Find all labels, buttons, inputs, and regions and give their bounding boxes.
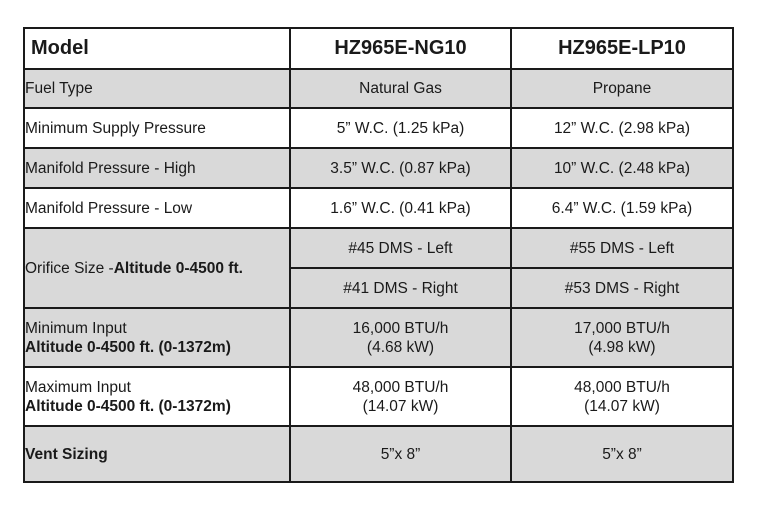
ng-value: Natural Gas <box>290 69 511 108</box>
lp-value: Propane <box>511 69 733 108</box>
max-input-label <box>24 367 290 426</box>
lp-model-header: HZ965E-LP10 <box>511 28 733 69</box>
ng-value: 3.5” W.C. (0.87 kPa) <box>290 148 511 188</box>
lp-btu: 48,000 BTU/h <box>574 378 670 396</box>
model-header: Model <box>24 28 290 69</box>
header-row <box>24 28 733 69</box>
lp-value: 5”x 8” <box>511 426 733 482</box>
lp-value: #53 DMS - Right <box>511 268 733 308</box>
row-label: Manifold Pressure - Low <box>24 188 290 228</box>
ng-kw: (14.07 kW) <box>362 397 439 415</box>
ng-value <box>290 308 511 367</box>
table-row-fuel-type <box>24 69 733 108</box>
ng-value: 5”x 8” <box>290 426 511 482</box>
ng-value: 1.6” W.C. (0.41 kPa) <box>290 188 511 228</box>
max-input-altitude: Altitude 0-4500 ft. (0-1372m) <box>25 397 231 415</box>
table-row-manifold-low <box>24 188 733 228</box>
table-row-max-input <box>24 367 733 426</box>
min-input-label-text: Minimum Input <box>25 319 127 337</box>
table-row-min-supply <box>24 108 733 148</box>
ng-value: 5” W.C. (1.25 kPa) <box>290 108 511 148</box>
table-row-orifice-left <box>24 228 733 268</box>
lp-value <box>511 367 733 426</box>
ng-value: #41 DMS - Right <box>290 268 511 308</box>
row-label: Vent Sizing <box>24 426 290 482</box>
orifice-label <box>24 228 290 308</box>
lp-value: 10” W.C. (2.48 kPa) <box>511 148 733 188</box>
ng-model-header: HZ965E-NG10 <box>290 28 511 69</box>
lp-kw: (14.07 kW) <box>584 397 660 415</box>
table-row-vent-sizing <box>24 426 733 482</box>
max-input-label-text: Maximum Input <box>25 378 131 396</box>
lp-btu: 17,000 BTU/h <box>574 319 670 337</box>
ng-btu: 16,000 BTU/h <box>352 319 449 337</box>
min-input-label <box>24 308 290 367</box>
ng-kw: (4.68 kW) <box>366 338 435 356</box>
lp-value <box>511 308 733 367</box>
orifice-label-altitude: Altitude 0-4500 ft. <box>113 259 243 277</box>
lp-value: 12” W.C. (2.98 kPa) <box>511 108 733 148</box>
row-label: Minimum Supply Pressure <box>24 108 290 148</box>
min-input-altitude: Altitude 0-4500 ft. (0-1372m) <box>25 338 231 356</box>
table-row-manifold-high <box>24 148 733 188</box>
row-label: Manifold Pressure - High <box>24 148 290 188</box>
ng-value: #45 DMS - Left <box>290 228 511 268</box>
orifice-label-prefix: Orifice Size - <box>25 259 114 277</box>
ng-btu: 48,000 BTU/h <box>352 378 449 396</box>
lp-kw: (4.98 kW) <box>588 338 656 356</box>
lp-value: #55 DMS - Left <box>511 228 733 268</box>
specifications-table <box>23 27 734 483</box>
ng-value <box>290 367 511 426</box>
table-row-min-input <box>24 308 733 367</box>
row-label: Fuel Type <box>24 69 290 108</box>
lp-value: 6.4” W.C. (1.59 kPa) <box>511 188 733 228</box>
